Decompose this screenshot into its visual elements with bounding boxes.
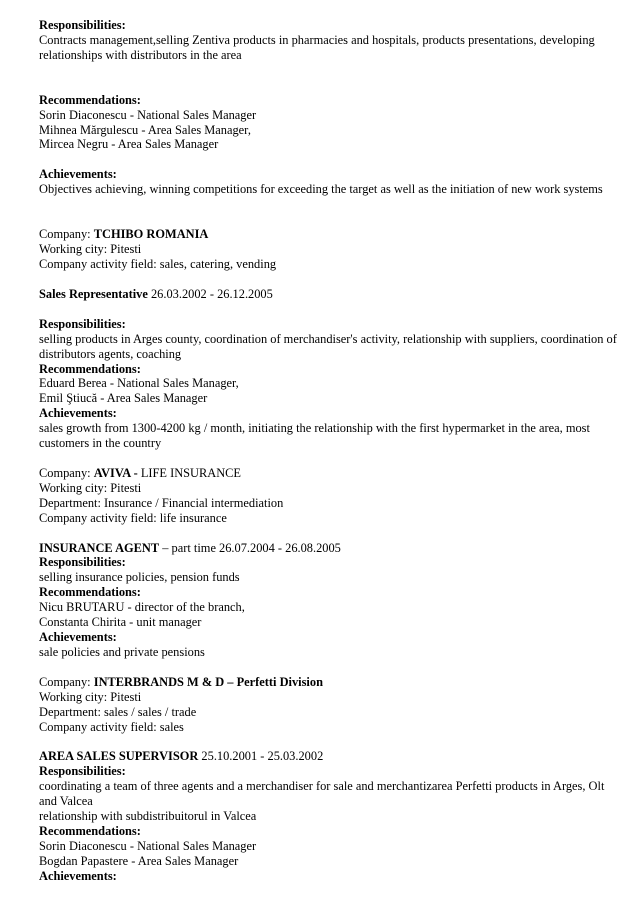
- company-name: TCHIBO ROMANIA: [93, 227, 209, 242]
- company-line: [39, 675, 621, 690]
- company-name-rest: LIFE INSURANCE: [140, 465, 241, 480]
- activity-field: Company activity field: sales: [39, 719, 184, 734]
- recommendations-heading: Recommendations:: [39, 585, 141, 600]
- recommendation-item: Mircea Negru - Area Sales Manager: [39, 137, 219, 152]
- working-city: Working city: Pitesti: [39, 480, 142, 495]
- company-line: [39, 227, 621, 242]
- recommendation-item: Nicu BRUTARU - director of the branch,: [39, 600, 245, 615]
- activity-field: Company activity field: life insurance: [39, 510, 227, 525]
- recommendations-heading: Recommendations:: [39, 823, 141, 838]
- position-title: AREA SALES SUPERVISOR: [39, 749, 199, 764]
- recommendation-item: Eduard Berea - National Sales Manager,: [39, 376, 239, 391]
- responsibilities-heading: Responsibilities:: [39, 764, 126, 779]
- achievements-text: Objectives achieving, winning competitions for exceeding the target as well as the initiation of new work systems: [39, 182, 603, 197]
- working-city: Working city: Pitesti: [39, 242, 142, 257]
- position-dates: – part time 26.07.2004 - 26.08.2005: [162, 540, 341, 555]
- cv-content: [39, 18, 621, 884]
- activity-field: Company activity field: sales, catering, vending: [39, 256, 277, 271]
- responsibilities-text: coordinating a team of three agents and a merchandiser for sale and merchantizarea Perfetti products in Arges, Olt and Valcea: [39, 779, 605, 809]
- recommendations-heading: Recommendations:: [39, 92, 141, 107]
- company-name: AVIVA -: [93, 465, 138, 480]
- company-label: Company:: [39, 227, 91, 242]
- responsibilities-text: Contracts management,selling Zentiva products in pharmacies and hospitals, products presentations, developing relationships with distributors in the area: [39, 32, 595, 62]
- company-label: Company:: [39, 674, 91, 689]
- position-line: [39, 541, 621, 556]
- recommendation-item: Mihnea Mărgulescu - Area Sales Manager,: [39, 122, 251, 137]
- achievements-text: sales growth from 1300-4200 kg / month, initiating the relationship with the first hypermarket in the area, most customers in the country: [39, 421, 590, 451]
- recommendation-item: Constanta Chirita - unit manager: [39, 615, 202, 630]
- position-line: [39, 749, 621, 764]
- recommendation-item: Sorin Diaconescu - National Sales Manager: [39, 838, 257, 853]
- department: Department: Insurance / Financial intermediation: [39, 495, 284, 510]
- recommendation-item: Bogdan Papastere - Area Sales Manager: [39, 853, 239, 868]
- company-name: INTERBRANDS M & D – Perfetti Division: [93, 674, 323, 689]
- responsibilities-heading: Responsibilities:: [39, 18, 126, 32]
- responsibilities-heading: Responsibilities:: [39, 555, 126, 570]
- department: Department: sales / sales / trade: [39, 704, 197, 719]
- position-title: INSURANCE AGENT: [39, 540, 160, 555]
- working-city: Working city: Pitesti: [39, 689, 142, 704]
- position-dates: 25.10.2001 - 25.03.2002: [201, 749, 324, 764]
- responsibilities-text: selling insurance policies, pension funds: [39, 570, 240, 585]
- achievements-heading: Achievements:: [39, 406, 117, 421]
- company-line: [39, 466, 621, 481]
- recommendation-item: Emil Ştiucă - Area Sales Manager: [39, 391, 208, 406]
- position-title: Sales Representative: [39, 286, 148, 301]
- recommendations-heading: Recommendations:: [39, 361, 141, 376]
- achievements-heading: Achievements:: [39, 630, 117, 644]
- responsibilities-text: selling products in Arges county, coordination of merchandiser's activity, relationship with suppliers, coordination of distributors agents, coaching: [39, 331, 617, 361]
- responsibilities-text: relationship with subdistribuitorul in Valcea: [39, 809, 257, 824]
- position-line: [39, 287, 621, 302]
- company-label: Company:: [39, 465, 91, 480]
- achievements-heading: Achievements:: [39, 167, 117, 182]
- recommendation-item: Sorin Diaconescu - National Sales Manager: [39, 107, 257, 122]
- responsibilities-heading: Responsibilities:: [39, 316, 126, 331]
- achievements-text: sale policies and private pensions: [39, 644, 205, 659]
- position-dates: 26.03.2002 - 26.12.2005: [150, 286, 273, 301]
- achievements-heading: Achievements:: [39, 868, 117, 883]
